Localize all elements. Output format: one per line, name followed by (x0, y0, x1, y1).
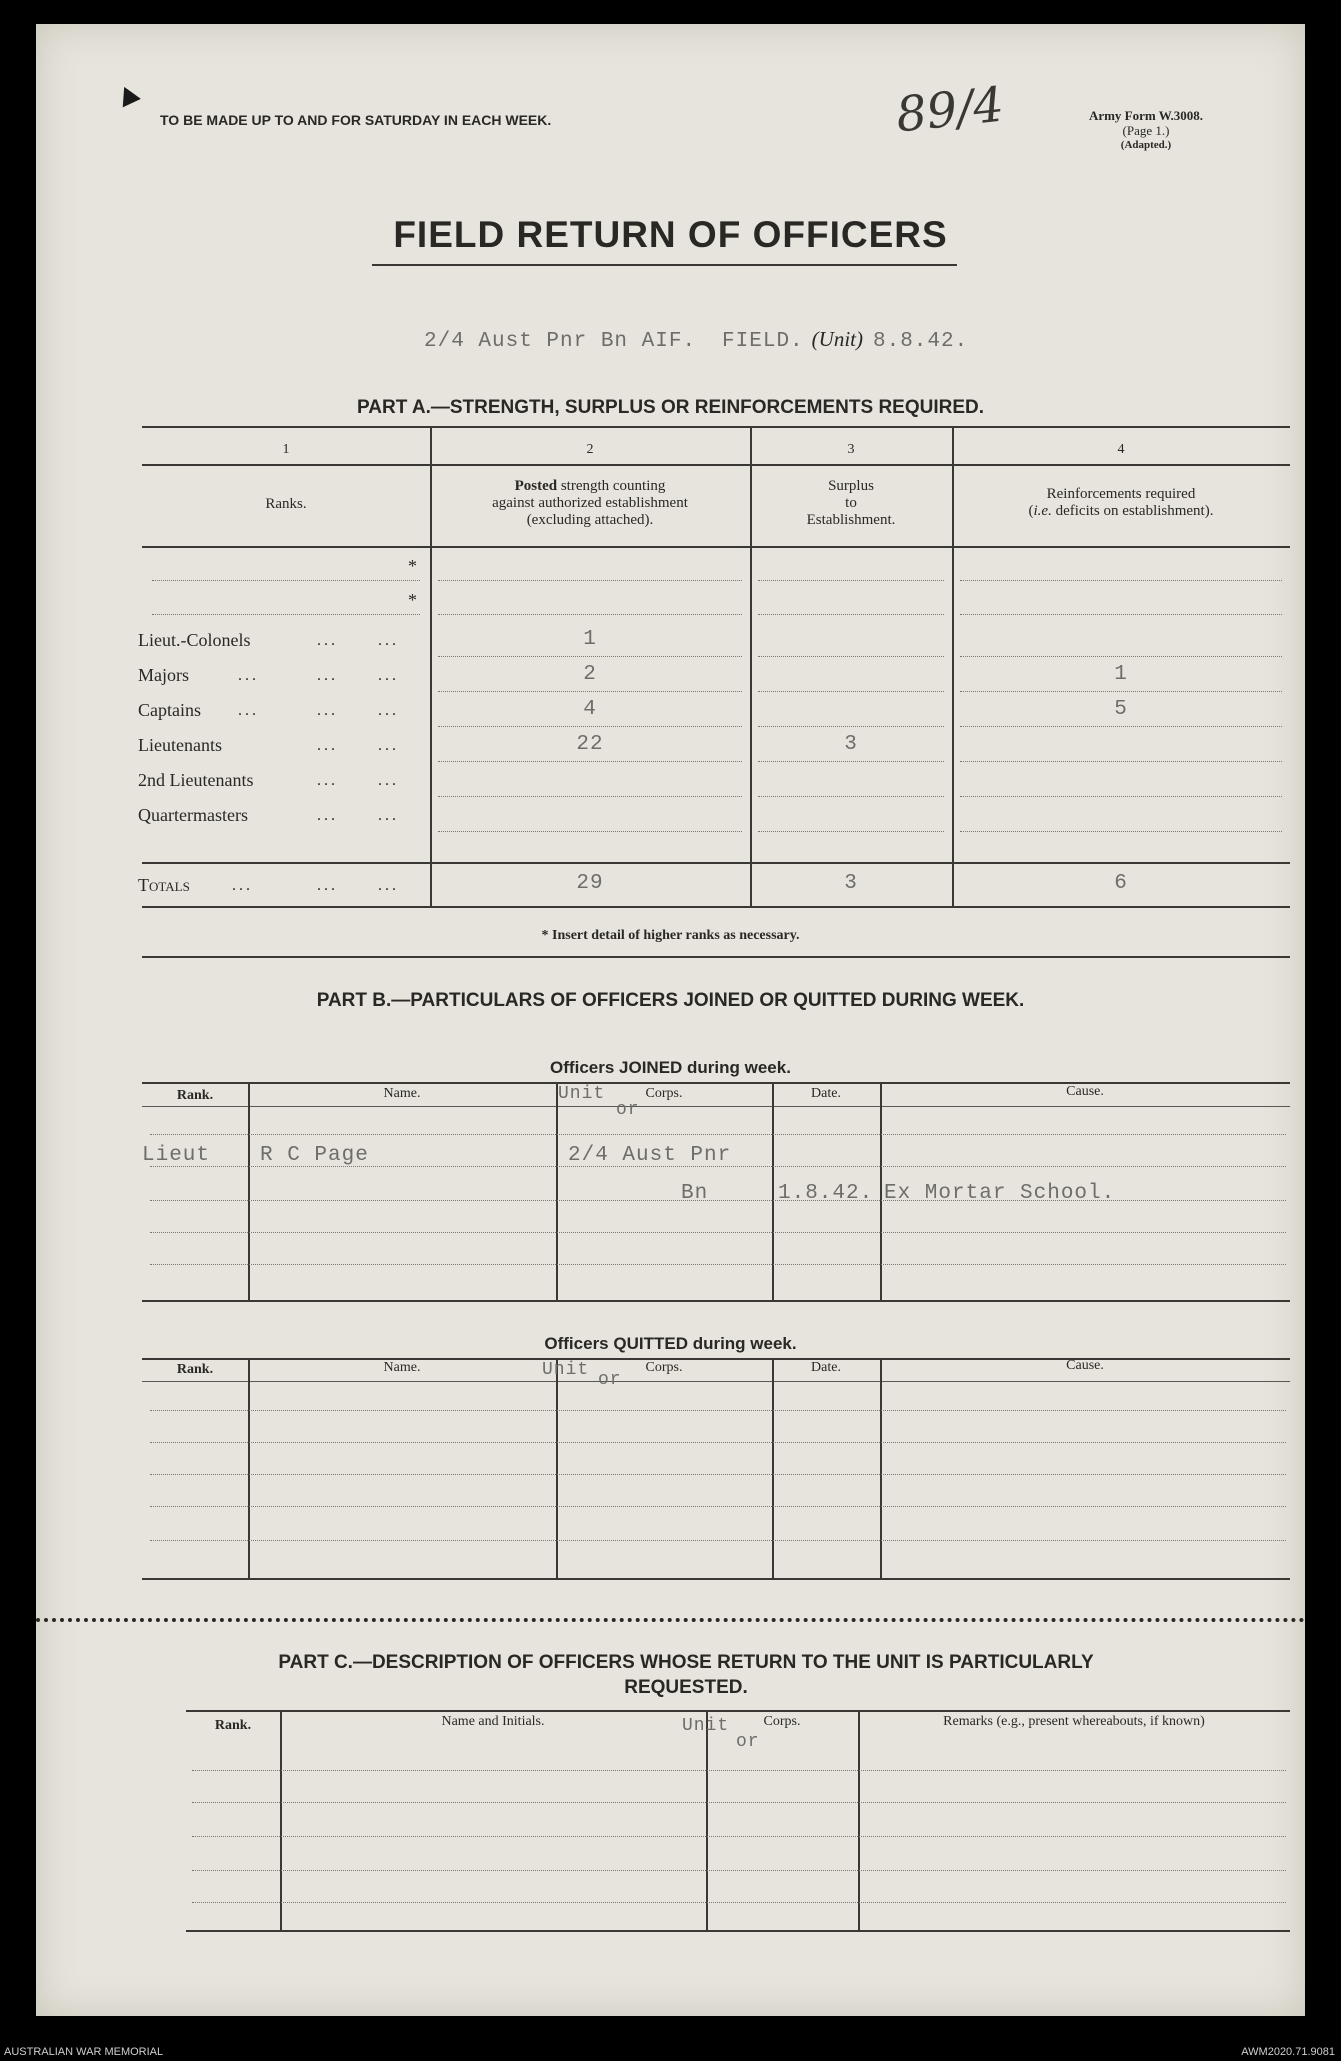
hole-punch-icon (115, 83, 141, 108)
reinf-dotline (960, 726, 1282, 727)
joined-col-divider-4 (880, 1082, 882, 1300)
col-header-surplus-line3: Establishment. (806, 512, 896, 528)
surplus-dotline-2 (758, 614, 944, 615)
blank-rank-line-1 (152, 580, 420, 581)
rank-label: Lieutenants (138, 735, 222, 755)
form-sheet (36, 24, 1305, 2016)
rank-dots-2: ... (378, 632, 399, 649)
part-c-col-rank: Rank. (214, 1718, 252, 1733)
col-number-2: 2 (586, 442, 594, 457)
asterisk-marker-1: * (408, 556, 417, 576)
quitted-dotline (150, 1506, 1286, 1507)
posted-dotline (438, 656, 742, 657)
part-a-footnote: * Insert detail of higher ranks as necessary. (541, 928, 800, 943)
joined-rank-value: Lieut (142, 1144, 211, 1167)
part-c-heading (196, 1650, 1176, 1700)
quitted-col-divider-1 (248, 1358, 250, 1578)
quitted-col-cause: Cause. (1066, 1358, 1104, 1373)
totals-label: Totals (138, 875, 190, 895)
col-header-posted (430, 478, 750, 529)
rank-row (36, 663, 1305, 698)
quitted-col-divider-3 (772, 1358, 774, 1578)
quitted-col-name: Name. (383, 1360, 421, 1375)
quitted-col-divider-4 (880, 1358, 882, 1578)
rank-dots-0: ... (238, 702, 259, 719)
rank-dots-0: ... (238, 667, 259, 684)
rank-dots-1: ... (317, 807, 338, 824)
joined-dotline (150, 1264, 1286, 1265)
asterisk-marker-2: * (408, 590, 417, 610)
joined-col-divider-1 (248, 1082, 250, 1300)
quitted-unit-overtype: Unit (542, 1360, 590, 1380)
col-number-1: 1 (282, 442, 290, 457)
part-c-dotline (192, 1836, 1286, 1837)
quitted-dotline (150, 1410, 1286, 1411)
return-date: 8.8.42. (873, 330, 969, 353)
part-a-bottom-rule (142, 906, 1290, 908)
posted-dotline (438, 796, 742, 797)
part-c-dotline (192, 1870, 1286, 1871)
col-header-posted-bold: Posted (514, 478, 558, 494)
title-underline (372, 264, 957, 266)
part-c-dotline (192, 1802, 1286, 1803)
joined-col-cause: Cause. (1066, 1084, 1104, 1099)
totals-dots-2: ... (378, 877, 399, 894)
rank-dots-1: ... (317, 702, 338, 719)
blank-rank-line-2 (152, 614, 420, 615)
part-b-heading: PART B.—PARTICULARS OF OFFICERS JOINED OR QUITTED DURING WEEK. (316, 990, 1025, 1011)
rank-dots-1: ... (317, 667, 338, 684)
col-header-surplus (750, 478, 952, 529)
part-a-footnote-rule (142, 956, 1290, 958)
rank-dots-1: ... (317, 772, 338, 789)
quitted-dotline (150, 1442, 1286, 1443)
reinf-dotline-1 (960, 580, 1282, 581)
rank-row (36, 628, 1305, 663)
reinf-dotline (960, 656, 1282, 657)
part-c-top-rule (186, 1710, 1290, 1712)
posted-value: 4 (583, 698, 597, 721)
joined-heading: Officers JOINED during week. (550, 1058, 791, 1077)
quitted-col-corps: Corps. (645, 1360, 683, 1375)
posted-dotline (438, 726, 742, 727)
part-c-dotline (192, 1770, 1286, 1771)
part-c-col-remarks: Remarks (e.g., present whereabouts, if known) (943, 1714, 1205, 1729)
part-c-col-divider-3 (858, 1710, 860, 1930)
part-c-bottom-rule (186, 1930, 1290, 1932)
col-header-reinf-line1: Reinforcements required (1046, 486, 1196, 502)
surplus-dotline (758, 761, 944, 762)
quitted-heading: Officers QUITTED during week. (544, 1334, 797, 1353)
surplus-dotline (758, 796, 944, 797)
rank-dots-2: ... (378, 702, 399, 719)
reinf-dotline (960, 761, 1282, 762)
surplus-dotline (758, 656, 944, 657)
totals-row (36, 872, 1305, 902)
handwritten-ref: 89/4 (893, 76, 1007, 144)
totals-surplus: 3 (844, 872, 858, 895)
form-adapted-text: (Adapted.) (1120, 139, 1172, 151)
quitted-col-divider-2 (556, 1358, 558, 1578)
surplus-dotline (758, 726, 944, 727)
reinf-value: 1 (1114, 663, 1128, 686)
posted-value: 2 (583, 663, 597, 686)
posted-dotline (438, 691, 742, 692)
part-a-top-rule (142, 426, 1290, 428)
part-c-unit-overtype: Unit (682, 1716, 730, 1736)
joined-header-rule (142, 1106, 1290, 1107)
totals-dots-0: ... (232, 877, 253, 894)
rank-label: Captains (138, 700, 201, 720)
col-header-surplus-line2: to (845, 495, 857, 511)
reinf-dotline (960, 831, 1282, 832)
rank-row (36, 768, 1305, 803)
unit-label: (Unit) (811, 327, 863, 351)
quitted-dotline (150, 1474, 1286, 1475)
part-c-col-divider-1 (280, 1710, 282, 1930)
reinf-value: 5 (1114, 698, 1128, 721)
quitted-or-overtype: or (598, 1370, 622, 1390)
form-number-text: Army Form W.3008. (1088, 108, 1204, 123)
quitted-col-date: Date. (811, 1360, 841, 1375)
part-c-heading-line2: REQUESTED. (624, 1677, 748, 1698)
joined-name-value: R C Page (260, 1144, 369, 1167)
part-c-or-overtype: or (736, 1732, 760, 1752)
joined-cause-value: Ex Mortar School. (884, 1182, 1116, 1205)
col-header-reinf-ie: i.e. (1033, 503, 1052, 519)
posted-value: 22 (576, 733, 604, 756)
totals-dots-1: ... (317, 877, 338, 894)
rank-dots-2: ... (378, 737, 399, 754)
posted-dotline-2 (438, 614, 742, 615)
col-header-posted-line3: (excluding attached). (526, 512, 654, 528)
rank-label: Lieut.-Colonels (138, 630, 251, 650)
quitted-header-rule (142, 1381, 1290, 1382)
part-c-col-name: Name and Initials. (441, 1714, 545, 1729)
surplus-dotline (758, 831, 944, 832)
part-c-dotline (192, 1902, 1286, 1903)
rank-dots-2: ... (378, 807, 399, 824)
reinf-dotline-2 (960, 614, 1282, 615)
posted-dotline-1 (438, 580, 742, 581)
surplus-dotline-1 (758, 580, 944, 581)
reinf-dotline (960, 796, 1282, 797)
joined-date-value: 1.8.42. (778, 1182, 874, 1205)
rank-dots-1: ... (317, 737, 338, 754)
part-a-totals-top (142, 862, 1290, 864)
posted-dotline (438, 761, 742, 762)
col-header-surplus-line1: Surplus (828, 478, 874, 494)
totals-reinf: 6 (1114, 872, 1128, 895)
joined-or-overtype: or (616, 1100, 640, 1120)
joined-corps-line2: Bn (681, 1182, 709, 1205)
col-header-posted-line2: against authorized establishment (492, 495, 688, 511)
joined-col-date: Date. (811, 1086, 841, 1101)
col-header-reinforcements: Reinforcements required (i.e. deficits on establishment). (952, 486, 1290, 520)
joined-dotline (150, 1134, 1286, 1135)
rank-label: 2nd Lieutenants (138, 770, 254, 790)
col-number-3: 3 (847, 442, 855, 457)
quitted-dotline (150, 1540, 1286, 1541)
rank-row (36, 733, 1305, 768)
joined-col-rank: Rank. (176, 1088, 214, 1103)
quitted-col-rank: Rank. (176, 1362, 214, 1377)
col-number-4: 4 (1117, 442, 1125, 457)
rank-row (36, 803, 1305, 838)
reinf-dotline (960, 691, 1282, 692)
joined-col-divider-2 (556, 1082, 558, 1300)
part-c-col-corps: Corps. (763, 1714, 801, 1729)
surplus-value: 3 (844, 733, 858, 756)
location-value: FIELD. (722, 330, 804, 353)
rank-label: Quartermasters (138, 805, 248, 825)
part-a-subrule (142, 464, 1290, 466)
joined-dotline (150, 1232, 1286, 1233)
joined-col-divider-3 (772, 1082, 774, 1300)
totals-posted: 29 (576, 872, 604, 895)
joined-col-corps: Corps. (645, 1086, 683, 1101)
rank-label: Majors (138, 665, 189, 685)
part-a-heading: PART A.—STRENGTH, SURPLUS OR REINFORCEMENTS REQUIRED. (356, 397, 985, 418)
joined-bottom-rule (142, 1300, 1290, 1302)
rank-dots-1: ... (317, 632, 338, 649)
joined-dotline (150, 1200, 1286, 1201)
rank-dots-2: ... (378, 667, 399, 684)
col-header-posted-rest: strength counting (560, 478, 666, 494)
joined-col-name: Name. (383, 1086, 421, 1101)
posted-dotline (438, 831, 742, 832)
footer-accession: AWM2020.71.9081 (1241, 2046, 1335, 2058)
part-c-heading-line1: PART C.—DESCRIPTION OF OFFICERS WHOSE RETURN TO THE UNIT IS PARTICULARLY (278, 1652, 1094, 1673)
rank-row (36, 698, 1305, 733)
form-number (1066, 108, 1226, 153)
col-header-ranks: Ranks. (265, 496, 307, 512)
surplus-dotline (758, 691, 944, 692)
instruction-text: TO BE MADE UP TO AND FOR SATURDAY IN EACH WEEK. (160, 112, 552, 128)
footer-credit: AUSTRALIAN WAR MEMORIAL (4, 2046, 164, 2058)
form-page-text: (Page 1.) (1122, 123, 1170, 138)
unit-value: 2/4 Aust Pnr Bn AIF. (424, 330, 697, 353)
unit-line (424, 327, 968, 353)
part-c-col-divider-2 (706, 1710, 708, 1930)
joined-unit-overtype: Unit (558, 1084, 606, 1104)
posted-value: 1 (583, 628, 597, 651)
part-a-header-rule (142, 546, 1290, 548)
joined-corps-line1: 2/4 Aust Pnr (568, 1144, 732, 1167)
page-title: FIELD RETURN OF OFFICERS (393, 214, 948, 255)
quitted-bottom-rule (142, 1578, 1290, 1580)
perforation-line (36, 1618, 1305, 1622)
col-header-reinf-rest: deficits on establishment). (1055, 503, 1214, 519)
rank-dots-2: ... (378, 772, 399, 789)
